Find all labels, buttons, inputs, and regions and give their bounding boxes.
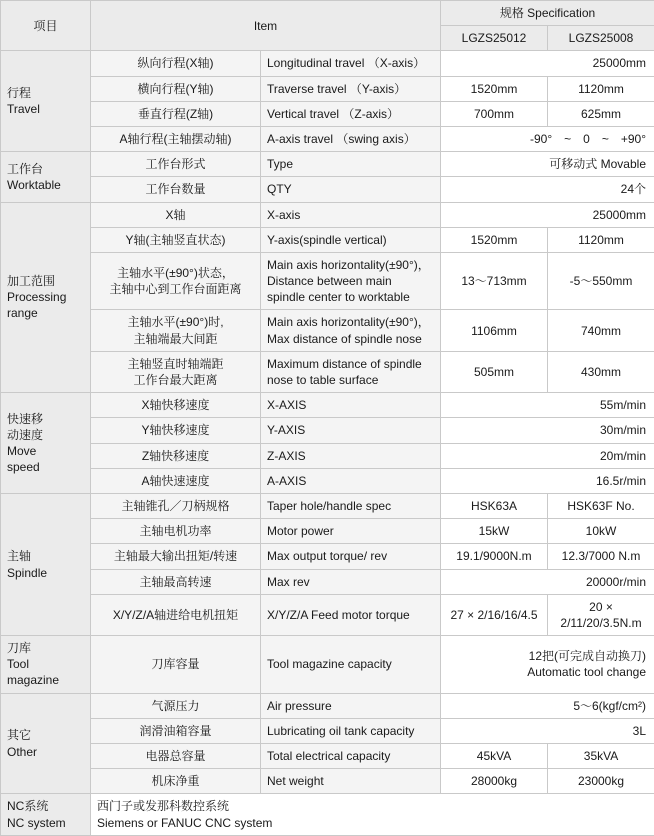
spec-value-model-2: 625mm (548, 101, 654, 126)
nc-system-value: 西门子或发那科数控系统 Siemens or FANUC CNC system (91, 794, 654, 835)
table-row (1, 76, 654, 101)
table-row (1, 152, 654, 177)
item-label-cn: A轴快速速度 (91, 468, 261, 493)
header-row-top (1, 1, 654, 26)
spec-value-model-2: 10kW (548, 519, 654, 544)
item-label-cn: 主轴水平(±90°)状态， 主轴中心到工作台面距离 (91, 252, 261, 310)
spec-value-model-2: 35kVA (548, 744, 654, 769)
item-label-en: Z-AXIS (261, 443, 441, 468)
table-row (1, 443, 654, 468)
spec-value-model-1: HSK63A (441, 493, 548, 518)
header-model-1: LGZS25012 (441, 26, 548, 51)
table-row (1, 744, 654, 769)
table-row (1, 101, 654, 126)
spec-value-shared: 25000mm (441, 202, 654, 227)
item-label-en: Max rev (261, 569, 441, 594)
spec-value-model-2: -5～550mm (548, 252, 654, 310)
spec-value-model-2: 12.3/7000 N.m (548, 544, 654, 569)
item-label-cn: 机床净重 (91, 769, 261, 794)
table-row (1, 468, 654, 493)
spec-value-model-2: 740mm (548, 310, 654, 351)
spec-value-shared: 20m/min (441, 443, 654, 468)
item-label-en: Vertical travel （Z-axis） (261, 101, 441, 126)
item-label-en: QTY (261, 177, 441, 202)
item-label-en: Main axis horizontality(±90°)， Distance between main spindle center to worktable (261, 252, 441, 310)
header-item-cn: 项目 (1, 1, 91, 51)
item-label-cn: 主轴最高转速 (91, 569, 261, 594)
item-label-en: Y-axis(spindle vertical) (261, 227, 441, 252)
item-label-cn: A轴行程(主轴摆动轴) (91, 126, 261, 151)
item-label-cn: Y轴(主轴竖直状态) (91, 227, 261, 252)
row-group-label: 主轴 Spindle (1, 493, 91, 635)
spec-value-shared: 16.5r/min (441, 468, 654, 493)
row-group-label: NC系统 NC system (1, 794, 91, 835)
spec-value-model-1: 1106mm (441, 310, 548, 351)
table-row (1, 493, 654, 518)
item-label-en: Net weight (261, 769, 441, 794)
item-label-cn: 工作台数量 (91, 177, 261, 202)
spec-value-model-1: 45kVA (441, 744, 548, 769)
item-label-cn: 气源压力 (91, 693, 261, 718)
item-label-cn: X轴快移速度 (91, 393, 261, 418)
item-label-en: Taper hole/handle spec (261, 493, 441, 518)
item-label-en: A-axis travel （swing axis） (261, 126, 441, 151)
spec-value-shared: -90° ~ 0 ~ +90° (441, 126, 654, 151)
spec-value-shared: 24个 (441, 177, 654, 202)
spec-value-model-1: 1520mm (441, 227, 548, 252)
item-label-cn: 主轴锥孔／刀柄规格 (91, 493, 261, 518)
spec-value-model-1: 28000kg (441, 769, 548, 794)
row-group-label: 工作台 Worktable (1, 152, 91, 202)
spec-value-model-1: 19.1/9000N.m (441, 544, 548, 569)
item-label-en: Main axis horizontality(±90°)， Max distance of spindle nose (261, 310, 441, 351)
item-label-cn: 工作台形式 (91, 152, 261, 177)
row-group-label: 行程 Travel (1, 51, 91, 152)
spec-value-shared: 25000mm (441, 51, 654, 76)
table-row (1, 594, 654, 635)
item-label-cn: 主轴最大输出扭矩/转速 (91, 544, 261, 569)
spec-value-shared: 5～6(kgf/cm²) (441, 693, 654, 718)
row-group-label: 快速移 动速度 Move speed (1, 393, 91, 494)
table-row (1, 310, 654, 351)
spec-value-model-1: 505mm (441, 351, 548, 392)
row-group-label: 加工范围 Processing range (1, 202, 91, 393)
table-row (1, 252, 654, 310)
item-label-cn: 刀库容量 (91, 636, 261, 694)
item-label-cn: 电器总容量 (91, 744, 261, 769)
spec-value-model-2: 1120mm (548, 76, 654, 101)
table-row (1, 418, 654, 443)
table-row (1, 519, 654, 544)
item-label-en: Tool magazine capacity (261, 636, 441, 694)
item-label-en: Y-AXIS (261, 418, 441, 443)
table-row (1, 177, 654, 202)
table-header (1, 1, 654, 51)
spec-value-shared: 55m/min (441, 393, 654, 418)
table-row (1, 227, 654, 252)
item-label-en: X/Y/Z/A Feed motor torque (261, 594, 441, 635)
spec-value-model-1: 15kW (441, 519, 548, 544)
item-label-en: Longitudinal travel （X-axis） (261, 51, 441, 76)
row-group-label: 刀库 Tool magazine (1, 636, 91, 694)
spec-value-shared: 3L (441, 718, 654, 743)
table-row (1, 569, 654, 594)
table-row (1, 693, 654, 718)
item-label-cn: 润滑油箱容量 (91, 718, 261, 743)
header-spec: 规格 Specification (441, 1, 654, 26)
item-label-cn: 主轴竖直时轴端距 工作台最大距离 (91, 351, 261, 392)
spec-value-model-2: 430mm (548, 351, 654, 392)
item-label-en: Air pressure (261, 693, 441, 718)
item-label-en: Type (261, 152, 441, 177)
table-row-footer (1, 794, 654, 835)
table-row (1, 202, 654, 227)
table-row (1, 718, 654, 743)
item-label-cn: Z轴快移速度 (91, 443, 261, 468)
table-row (1, 51, 654, 76)
item-label-en: Motor power (261, 519, 441, 544)
spec-value-model-1: 700mm (441, 101, 548, 126)
item-label-en: A-AXIS (261, 468, 441, 493)
item-label-en: Max output torque/ rev (261, 544, 441, 569)
spec-value-shared: 20000r/min (441, 569, 654, 594)
item-label-cn: X轴 (91, 202, 261, 227)
item-label-cn: X/Y/Z/A轴进给电机扭矩 (91, 594, 261, 635)
spec-value-model-2: 1120mm (548, 227, 654, 252)
item-label-cn: 垂直行程(Z轴) (91, 101, 261, 126)
row-group-label: 其它 Other (1, 693, 91, 794)
item-label-en: X-AXIS (261, 393, 441, 418)
item-label-en: Lubricating oil tank capacity (261, 718, 441, 743)
item-label-en: X-axis (261, 202, 441, 227)
table-row (1, 636, 654, 694)
table-body (1, 51, 654, 835)
spec-value-model-1: 27 × 2/16/16/4.5 (441, 594, 548, 635)
header-model-2: LGZS25008 (548, 26, 654, 51)
table-row (1, 769, 654, 794)
table-row (1, 544, 654, 569)
table-row (1, 393, 654, 418)
item-label-en: Traverse travel （Y-axis） (261, 76, 441, 101)
table-row (1, 351, 654, 392)
item-label-cn: 主轴水平(±90°)时, 主轴端最大间距 (91, 310, 261, 351)
item-label-cn: 横向行程(Y轴) (91, 76, 261, 101)
header-item-en: Item (91, 1, 441, 51)
spec-value-model-2: HSK63F No. (548, 493, 654, 518)
spec-value-shared: 12把(可完成自动换刀) Automatic tool change (441, 636, 654, 694)
item-label-en: Maximum distance of spindle nose to table surface (261, 351, 441, 392)
table-row (1, 126, 654, 151)
spec-value-shared: 30m/min (441, 418, 654, 443)
spec-value-model-1: 13～713mm (441, 252, 548, 310)
spec-value-shared: 可移动式 Movable (441, 152, 654, 177)
item-label-en: Total electrical capacity (261, 744, 441, 769)
item-label-cn: 纵向行程(X轴) (91, 51, 261, 76)
item-label-cn: 主轴电机功率 (91, 519, 261, 544)
item-label-cn: Y轴快移速度 (91, 418, 261, 443)
spec-value-model-1: 1520mm (441, 76, 548, 101)
spec-value-model-2: 23000kg (548, 769, 654, 794)
spec-value-model-2: 20 × 2/11/20/3.5N.m (548, 594, 654, 635)
